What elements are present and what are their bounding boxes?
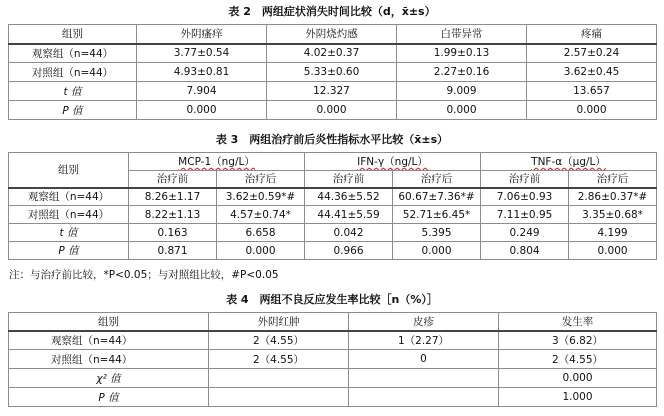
row-label: 对照组（n=44） [9,63,137,82]
table-cell: 0.000 [217,242,305,260]
table-row [9,44,657,63]
table-cell [209,369,349,388]
table-cell: 0.249 [481,224,569,242]
indicator-label: TNF-α（μg/L） [531,156,606,168]
indicator-header [481,153,657,171]
table4 [8,312,657,407]
subheader-cell: 治疗前 [305,171,393,188]
subheader-cell: 治疗后 [393,171,481,188]
table3 [8,152,657,260]
table-row [9,224,657,242]
table-cell: 0.000 [137,101,267,120]
table-cell: 7.06±0.93 [481,188,569,206]
table-cell: 7.11±0.95 [481,206,569,224]
table4-header-row [9,313,657,331]
table-cell: 0.042 [305,224,393,242]
table3-header-row [9,153,657,171]
table-cell: 44.41±5.59 [305,206,393,224]
table-cell: 2.86±0.37*# [569,188,657,206]
table4-caption: 表 4 两组不良反应发生率比较［n（%）］ [226,293,438,306]
row-label: 对照组（n=44） [9,206,129,224]
table-cell: 8.22±1.13 [129,206,217,224]
table2-header-cell: 外阴瘙痒 [137,25,267,44]
table-cell: 3.62±0.45 [527,63,657,82]
table-cell: 2（4.55） [209,350,349,369]
table-cell: 4.57±0.74* [217,206,305,224]
table4-header-cell: 外阴红肿 [209,313,349,331]
subheader-cell: 治疗后 [569,171,657,188]
table-cell: 0.871 [129,242,217,260]
indicator-header [129,153,305,171]
table-cell: 5.395 [393,224,481,242]
table2-header-cell: 疼痛 [527,25,657,44]
table-cell: 3.35±0.68* [569,206,657,224]
table2 [8,24,657,120]
table-cell: 1.99±0.13 [397,44,527,63]
table-cell: 7.904 [137,82,267,101]
table2-header-row [9,25,657,44]
table-cell: 0.000 [527,101,657,120]
indicator-label: IFN-γ（ng/L） [357,156,428,168]
row-label: P 值 [9,242,129,260]
table-cell: 3.62±0.59*# [217,188,305,206]
table-cell [349,388,499,407]
table-cell: 0.000 [393,242,481,260]
table-cell [209,388,349,407]
table-row [9,101,657,120]
table4-header-cell: 组别 [9,313,209,331]
table-cell: 4.199 [569,224,657,242]
table-cell: 0.000 [499,369,657,388]
table-row [9,206,657,224]
table2-caption: 表 2 两组症状消失时间比较（d，x̄±s） [228,5,436,18]
table2-header-cell: 外阴烧灼感 [267,25,397,44]
row-label: 对照组（n=44） [9,350,209,369]
table-cell: 8.26±1.17 [129,188,217,206]
table-row [9,242,657,260]
table-cell: 0.000 [267,101,397,120]
table-cell: 13.657 [527,82,657,101]
table3-group-header: 组别 [9,153,129,188]
table-row [9,188,657,206]
table-cell: 0.966 [305,242,393,260]
row-label: t 值 [9,82,137,101]
table3-caption: 表 3 两组治疗前后炎性指标水平比较（x̄±s） [215,133,449,146]
table2-header-cell: 组别 [9,25,137,44]
subheader-cell: 治疗前 [129,171,217,188]
table-row [9,331,657,350]
table-cell: 44.36±5.52 [305,188,393,206]
row-label: 观察组（n=44） [9,331,209,350]
table-cell: 60.67±7.36*# [393,188,481,206]
table-row [9,369,657,388]
table-cell: 5.33±0.60 [267,63,397,82]
table-row [9,350,657,369]
table-cell: 4.02±0.37 [267,44,397,63]
row-label: P 值 [9,101,137,120]
table2-header-cell: 白带异常 [397,25,527,44]
row-label: 观察组（n=44） [9,188,129,206]
table-row [9,82,657,101]
table-cell: 0 [349,350,499,369]
table-cell [349,369,499,388]
row-label: t 值 [9,224,129,242]
row-label: P 值 [9,388,209,407]
table-cell: 0.000 [569,242,657,260]
table-cell: 52.71±6.45* [393,206,481,224]
indicator-label: MCP-1（ng/L） [178,156,255,168]
table-cell: 3（6.82） [499,331,657,350]
indicator-header [305,153,481,171]
table-cell: 9.009 [397,82,527,101]
table-row [9,63,657,82]
row-label: χ² 值 [9,369,209,388]
table-cell: 1.000 [499,388,657,407]
table3-note: 注：与治疗前比较，*P<0.05；与对照组比较，#P<0.05 [9,269,279,281]
table-cell: 2.57±0.24 [527,44,657,63]
table-cell: 2（4.55） [499,350,657,369]
table-cell: 1（2.27） [349,331,499,350]
table-cell: 6.658 [217,224,305,242]
table-cell: 0.000 [397,101,527,120]
table-row [9,388,657,407]
table4-header-cell: 发生率 [499,313,657,331]
table-cell: 12.327 [267,82,397,101]
row-label: 观察组（n=44） [9,44,137,63]
table-cell: 2.27±0.16 [397,63,527,82]
subheader-cell: 治疗后 [217,171,305,188]
table4-header-cell: 皮疹 [349,313,499,331]
table-cell: 0.163 [129,224,217,242]
table-cell: 4.93±0.81 [137,63,267,82]
table-cell: 3.77±0.54 [137,44,267,63]
subheader-cell: 治疗前 [481,171,569,188]
table-cell: 2（4.55） [209,331,349,350]
table-cell: 0.804 [481,242,569,260]
